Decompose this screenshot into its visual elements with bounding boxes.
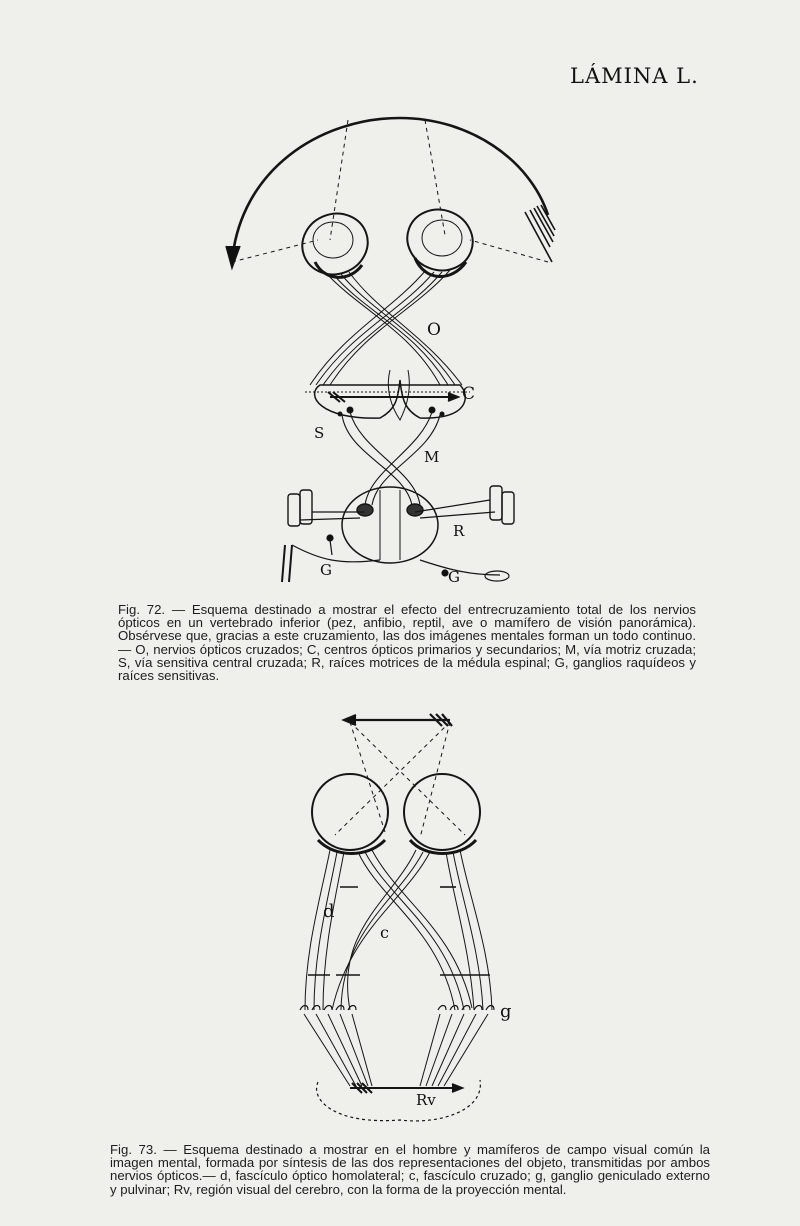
figure-73-caption: Fig. 73. — Esquema destinado a mostrar en el hombre y mamíferos de campo visual común la imagen mental, formada por síntesis de las dos representaciones del objeto, transmitidas por ambos nervios ópticos.— d, fascículo óptico homolateral; c, fascículo cruzado; g, ganglio geniculado externo y pulvinar; Rv, región visual del cerebro, con la forma de la proyección mental. [110,1142,710,1197]
left-eye-73 [312,774,388,854]
label-O: O [427,320,441,340]
label-c: c [380,923,389,942]
plate-title: LÁMINA L. [570,64,699,88]
object-arrow [344,714,452,726]
label-R: R [453,522,465,540]
geniculate-ganglia [300,1006,494,1011]
optic-radiations [304,1014,488,1086]
label-Rv: Rv [416,1091,436,1109]
projection-lines-73 [335,722,465,838]
homolateral-fascicles [305,850,492,1010]
label-M: M [424,448,440,466]
right-eye-73 [404,774,480,854]
label-S: S [314,424,325,442]
figure-72-caption: Fig. 72. — Esquema destinado a mostrar el efecto del entrecruzamiento total de los nervios ópticos en un vertebrado inferior (pez, anfibio, reptil, ave o mamífero de visión panorámica). Obsérvese que, gracias a este cruzamiento, las dos imágenes mentales forman un todo continuo. — O, nervios ópticos cruzados; C, centros ópticos primarios y secundarios; M, vía motriz cruzada; S, vía sensitiva central cruzada; R, raíces motrices de la médula espinal; G, ganglios raquídeos y raíces sensitivas. [118,602,696,684]
label-G-left: G [320,561,332,579]
label-g: g [500,1001,512,1022]
label-d: d [323,901,335,922]
label-C: C [462,384,476,404]
crossed-fascicles [332,850,472,1010]
label-G-right: G [448,568,460,586]
